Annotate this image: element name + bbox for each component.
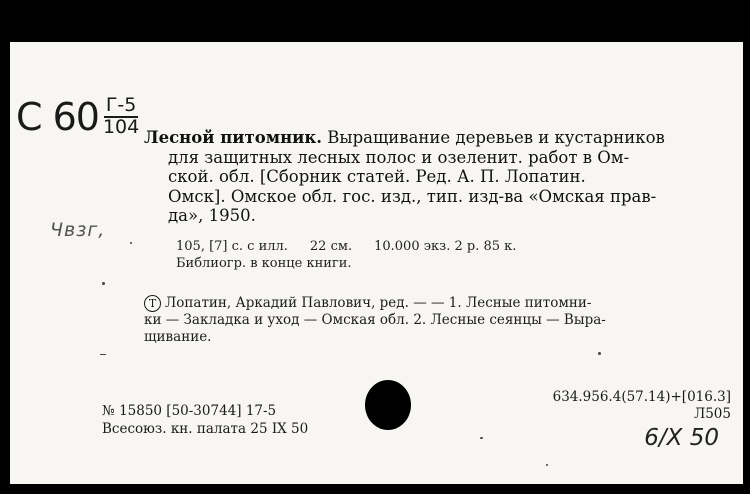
entry-line-2: для защитных лесных полос и озеленит. работ в Ом- xyxy=(168,147,630,167)
shelfmark-fraction-top: Г-5 xyxy=(105,94,137,116)
classification-number xyxy=(553,389,731,423)
tracing-line-3: щивание. xyxy=(144,329,212,345)
entry-line-1-rest: Выращивание деревьев и кустарников xyxy=(322,128,665,147)
accession-number: № 15850 [50-30744] 17-5 xyxy=(102,403,277,419)
entry-line-1 xyxy=(144,128,726,148)
entry-line-3: ской. обл. [Сборник статей. Ред. А. П. Лопатин. xyxy=(168,167,586,186)
entry-line-4: Омск]. Омское обл. гос. изд., тип. изд-ва «Омская прав- xyxy=(168,186,657,206)
classification-author-mark: Л505 xyxy=(693,406,731,422)
collation xyxy=(176,238,516,272)
bibliographic-entry xyxy=(144,128,726,226)
collation-pages: 105, [7] с. с илл. xyxy=(176,239,288,254)
tracing-marker: Т xyxy=(144,295,161,312)
margin-note: Чвзг, xyxy=(50,219,106,241)
subject-tracing xyxy=(144,295,726,346)
tracing-line-2: ки — Закладка и уход — Омская обл. 2. Лесные сеянцы — Выра- xyxy=(144,312,606,328)
punch-hole xyxy=(365,380,411,430)
tracing-line-1-text: Лопатин, Аркадий Павлович, ред. — — 1. Лесные питомни- xyxy=(165,295,592,311)
entry-line-5: да», 1950. xyxy=(168,206,256,225)
classification-udc: 634.956.4(57.14)+[016.3] xyxy=(552,389,731,405)
tracing-line-1 xyxy=(144,295,726,312)
accession-info xyxy=(102,402,308,438)
speck xyxy=(100,354,106,355)
handwritten-date: 6/Х 50 xyxy=(644,425,719,451)
speck xyxy=(546,464,548,466)
collation-copies-price: 10.000 экз. 2 р. 85 к. xyxy=(374,239,517,254)
speck xyxy=(598,352,601,355)
collation-note: Библиогр. в конце книги. xyxy=(176,256,352,271)
speck xyxy=(102,282,105,285)
speck xyxy=(480,437,483,439)
accession-chamber: Всесоюз. кн. палата 25 IX 50 xyxy=(102,421,309,437)
catalog-card xyxy=(10,42,743,484)
shelfmark xyxy=(16,96,139,138)
collation-size: 22 см. xyxy=(309,239,353,254)
shelfmark-fraction-bottom: 104 xyxy=(102,115,140,138)
entry-heading: Лесной питомник. xyxy=(144,128,323,147)
speck xyxy=(130,242,132,244)
shelfmark-fraction xyxy=(103,96,139,138)
collation-line-1 xyxy=(176,238,516,255)
shelfmark-main: С 60 xyxy=(16,94,99,139)
